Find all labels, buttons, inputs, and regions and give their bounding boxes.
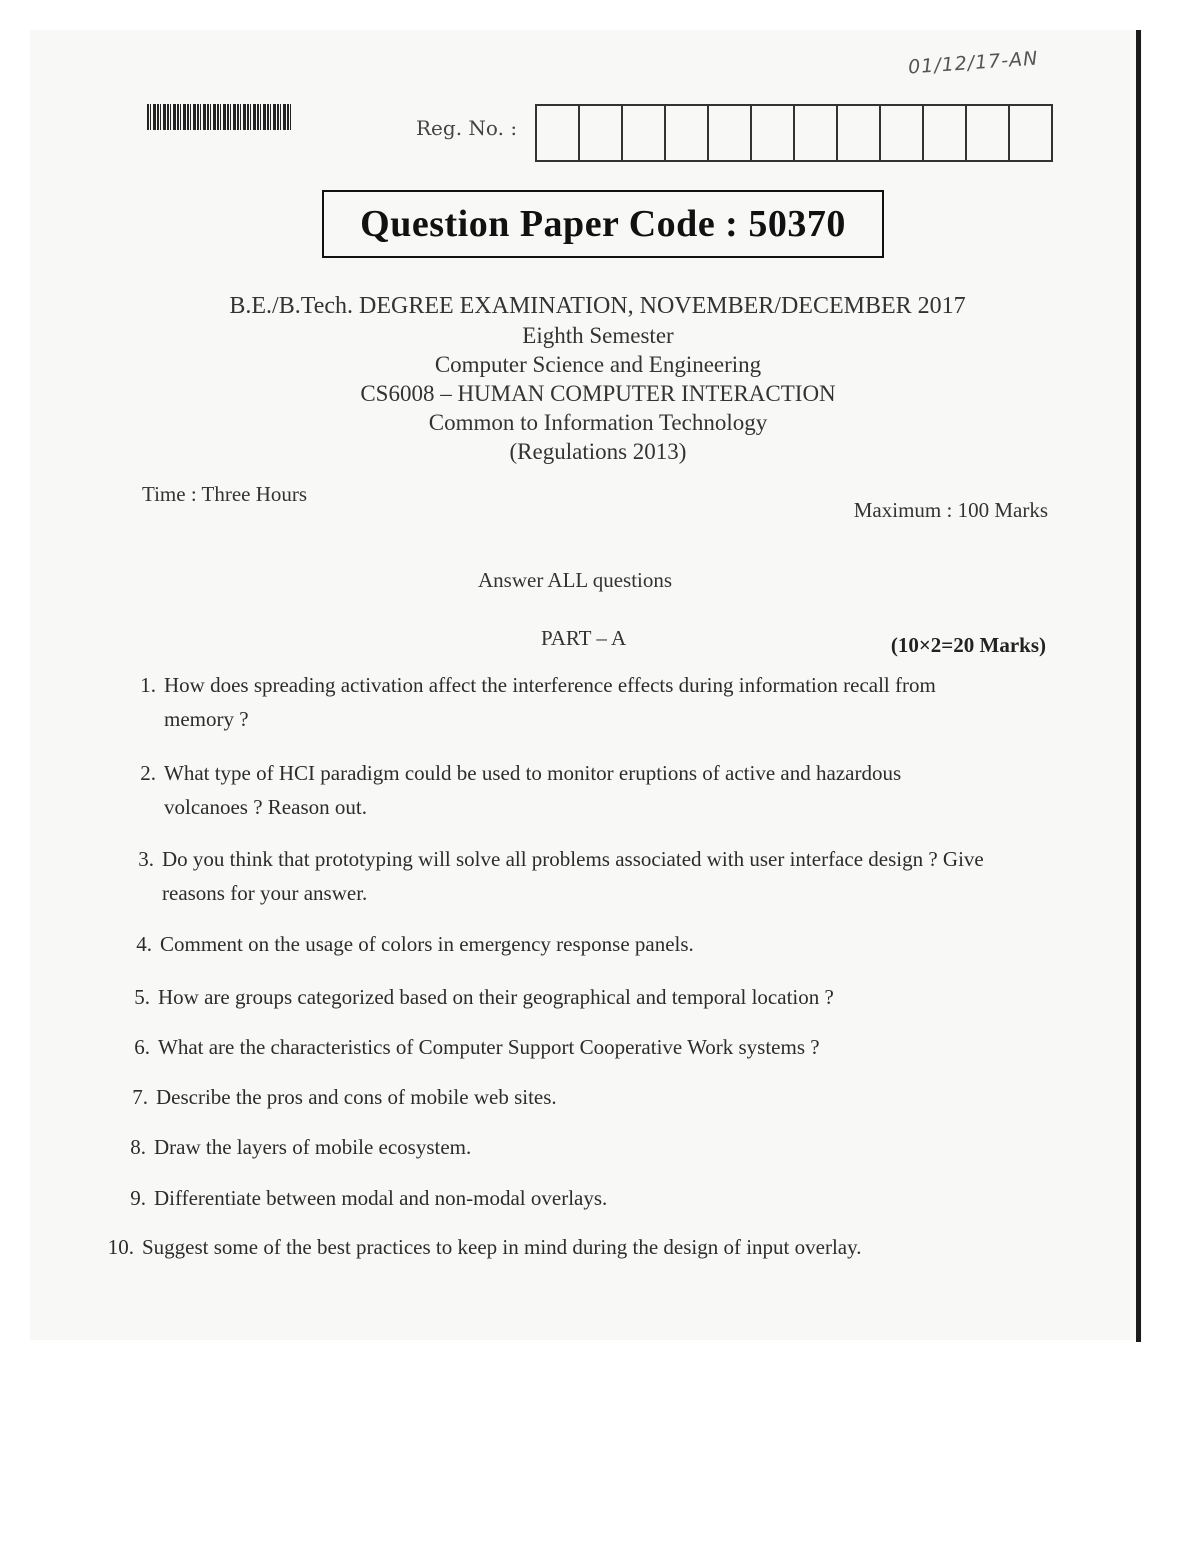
reg-no-box	[838, 106, 881, 160]
barcode-icon	[147, 104, 291, 130]
handwritten-date-note: 01/12/17-AN	[907, 47, 1040, 79]
reg-no-boxes	[535, 104, 1053, 162]
question-item	[104, 1230, 954, 1264]
reg-no-box	[924, 106, 967, 160]
question-number: 9.	[130, 1186, 146, 1210]
question-text: What are the characteristics of Computer Support Cooperative Work systems ?	[158, 1035, 820, 1059]
question-item	[120, 980, 1020, 1014]
question-item	[126, 668, 1006, 736]
question-number: 10.	[107, 1235, 134, 1259]
question-text: Draw the layers of mobile ecosystem.	[154, 1135, 472, 1159]
question-number: 2.	[140, 761, 156, 785]
question-text: Describe the pros and cons of mobile web sites.	[156, 1085, 557, 1109]
reg-no-box	[666, 106, 709, 160]
reg-no-box	[709, 106, 752, 160]
question-number: 6.	[134, 1035, 150, 1059]
time-duration: Time : Three Hours	[142, 482, 308, 506]
scan-edge-line	[1136, 30, 1141, 1342]
question-text: Suggest some of the best practices to keep in mind during the design of input overlay.	[142, 1235, 862, 1259]
part-a-marks: (10×2=20 Marks)	[890, 633, 1046, 657]
question-text: What type of HCI paradigm could be used to monitor eruptions of active and hazardous volcanoes ? Reason out.	[164, 761, 902, 819]
reg-no-box	[580, 106, 623, 160]
question-item	[116, 1181, 1016, 1215]
department: Computer Science and Engineering	[434, 352, 762, 377]
part-a-title: PART – A	[541, 626, 627, 650]
exam-title: B.E./B.Tech. DEGREE EXAMINATION, NOVEMBER/DECEMBER 2017	[229, 293, 966, 319]
question-text: Do you think that prototyping will solve all problems associated with user interface design ? Give reasons for your answer.	[162, 847, 984, 905]
reg-no-box	[537, 106, 580, 160]
regulations: (Regulations 2013)	[509, 439, 687, 464]
question-text: Comment on the usage of colors in emergency response panels.	[160, 932, 694, 956]
maximum-marks: Maximum : 100 Marks	[853, 498, 1048, 522]
reg-no-box	[623, 106, 666, 160]
reg-no-box	[967, 106, 1010, 160]
question-number: 8.	[130, 1135, 146, 1159]
subject-title: CS6008 – HUMAN COMPUTER INTERACTION	[360, 381, 836, 406]
reg-no-box	[1010, 106, 1053, 160]
reg-no-label: Reg. No. :	[416, 116, 518, 140]
question-item	[116, 1130, 1016, 1164]
question-item	[118, 1080, 1018, 1114]
question-number: 7.	[132, 1085, 148, 1109]
question-number: 4.	[136, 932, 152, 956]
question-number: 5.	[134, 985, 150, 1009]
question-item	[120, 1030, 1020, 1064]
question-number: 3.	[138, 847, 154, 871]
question-paper-code: Question Paper Code : 50370	[322, 190, 884, 258]
question-number: 1.	[140, 673, 156, 697]
question-item	[126, 756, 966, 824]
answer-all-instruction: Answer ALL questions	[478, 568, 673, 592]
reg-no-box	[881, 106, 924, 160]
question-item	[124, 842, 1014, 910]
question-text: How are groups categorized based on their geographical and temporal location ?	[158, 985, 834, 1009]
reg-no-box	[752, 106, 795, 160]
reg-no-box	[795, 106, 838, 160]
question-item	[122, 927, 1022, 961]
common-to: Common to Information Technology	[428, 410, 768, 435]
semester: Eighth Semester	[522, 323, 674, 348]
question-text: How does spreading activation affect the interference effects during information recall from memory ?	[164, 673, 936, 731]
question-text: Differentiate between modal and non-modal overlays.	[154, 1186, 608, 1210]
